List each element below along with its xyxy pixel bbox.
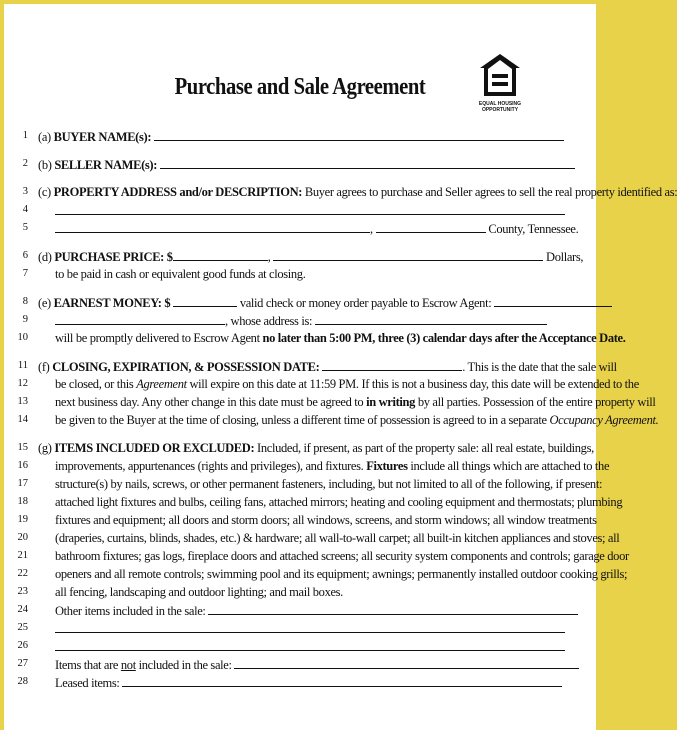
other-items-row: Other items included in the sale:	[55, 603, 568, 618]
line-number: 22	[17, 568, 28, 579]
earnest-money-row: (e) EARNEST MONEY: $ valid check or money order payable to Escrow Agent:	[38, 295, 568, 310]
closing-text-line: next business day. Any other change in this date must be agreed to in writing by all parties. Possession of the entire property will	[55, 395, 656, 409]
line-number: 23	[17, 586, 28, 597]
line-number: 6	[22, 250, 28, 261]
items-text-line: all fencing, landscaping and outdoor lighting; and mail boxes.	[55, 585, 343, 599]
line-number: 20	[17, 532, 28, 543]
document-title: Purchase and Sale Agreement	[174, 74, 426, 100]
items-text-line: (draperies, curtains, blinds, shades, etc.) & hardware; all wall-to-wall carpet; all built-in kitchen appliances and stoves; all	[55, 531, 620, 545]
purchase-price-terms: to be paid in cash or equivalent good funds at closing.	[55, 267, 306, 281]
property-address-field-1[interactable]	[55, 203, 565, 215]
line-number: 19	[17, 514, 28, 525]
excluded-items-row: Items that are not included in the sale:	[55, 657, 568, 672]
purchase-price-field[interactable]	[173, 249, 268, 261]
line-number: 7	[22, 268, 28, 279]
closing-date-field[interactable]	[322, 359, 462, 371]
line-number: 10	[17, 332, 28, 343]
closing-text-line: be given to the Buyer at the time of closing, unless a different time of possession is agreed to in a separate Occupancy Agreement.	[55, 413, 659, 427]
other-items-field-2[interactable]	[55, 621, 565, 633]
earnest-money-field[interactable]	[173, 295, 237, 307]
escrow-address-field[interactable]	[315, 313, 547, 325]
property-address-line	[55, 203, 568, 218]
escrow-agent-field-2[interactable]	[55, 313, 225, 325]
other-items-field[interactable]	[208, 603, 578, 615]
line-number: 17	[17, 478, 28, 489]
excluded-items-field[interactable]	[234, 657, 579, 669]
buyer-name-label: BUYER NAME(s):	[53, 130, 152, 144]
line-number: 2	[22, 158, 28, 169]
items-text-line: improvements, appurtenances (rights and privileges), and fixtures. Fixtures include all things which are attached to the	[55, 459, 610, 473]
line-number: 8	[22, 296, 28, 307]
line-number: 12	[17, 378, 28, 389]
items-included-row: (g) ITEMS INCLUDED OR EXCLUDED: Included, if present, as part of the property sale: all real estate, buildings,	[38, 441, 594, 455]
seller-name-label: SELLER NAME(s):	[54, 158, 158, 172]
line-number: 28	[17, 676, 28, 687]
property-address-label: PROPERTY ADDRESS and/or DESCRIPTION:	[53, 185, 303, 199]
property-county-row: , County, Tennessee.	[55, 221, 568, 236]
line-number: 25	[17, 622, 28, 633]
purchase-price-row: (d) PURCHASE PRICE: $ , Dollars,	[38, 250, 584, 264]
line-number: 15	[17, 442, 28, 453]
earnest-money-delivery: will be promptly delivered to Escrow Agent no later than 5:00 PM, three (3) calendar days after the Acceptance Date.	[55, 331, 626, 345]
line-number: 26	[17, 640, 28, 651]
items-included-label: ITEMS INCLUDED OR EXCLUDED:	[54, 441, 255, 455]
items-text-line: attached light fixtures and bulbs, ceiling fans, attached mirrors; heating and cooling equipment and thermostats; plumbing	[55, 495, 623, 509]
equal-housing-logo	[478, 52, 522, 98]
closing-text-line: be closed, or this Agreement will expire on this date at 11:59 PM. If this is not a business day, this date will be extended to the	[55, 377, 639, 391]
line-number: 21	[17, 550, 28, 561]
seller-name-field[interactable]	[160, 157, 575, 169]
other-items-line	[55, 639, 568, 654]
other-items-line	[55, 621, 568, 636]
leased-items-row: Leased items:	[55, 675, 568, 690]
items-text-line: fixtures and equipment; all doors and storm doors; all windows, screens, and storm windows; all window treatments	[55, 513, 597, 527]
other-items-field-3[interactable]	[55, 639, 565, 651]
items-text-line: bathroom fixtures; gas logs, fireplace doors and attached screens; all security system components and controls; garage door	[55, 549, 629, 563]
line-number: 14	[17, 414, 28, 425]
line-number: 9	[22, 314, 28, 325]
buyer-name-field[interactable]	[154, 129, 564, 141]
property-address-row: (c) PROPERTY ADDRESS and/or DESCRIPTION: Buyer agrees to purchase and Seller agrees to sell the real property identified as:	[38, 185, 677, 199]
equal-housing-caption: EQUAL HOUSING OPPORTUNITY	[478, 101, 522, 113]
buyer-name-row: (a) BUYER NAME(s):	[38, 129, 568, 144]
line-number: 5	[22, 222, 28, 233]
line-number: 16	[17, 460, 28, 471]
line-number: 1	[22, 130, 28, 141]
closing-date-label: CLOSING, EXPIRATION, & POSSESSION DATE:	[52, 360, 320, 374]
purchase-price-label: PURCHASE PRICE: $	[54, 250, 173, 264]
property-address-field-2[interactable]	[55, 221, 370, 233]
line-number: 11	[17, 360, 28, 371]
line-number: 13	[17, 396, 28, 407]
leased-items-field[interactable]	[122, 675, 562, 687]
county-field[interactable]	[376, 221, 486, 233]
items-text-line: structure(s) by nails, screws, or other permanent fasteners, including, but not limited to all of the following, if present:	[55, 477, 603, 491]
line-number: 27	[17, 658, 28, 669]
escrow-address-row: , whose address is:	[55, 313, 568, 328]
seller-name-row: (b) SELLER NAME(s):	[38, 157, 568, 172]
earnest-money-label: EARNEST MONEY: $	[53, 296, 171, 310]
line-number: 24	[17, 604, 28, 615]
line-number: 3	[22, 186, 28, 197]
escrow-agent-field[interactable]	[494, 295, 612, 307]
items-text-line: openers and all remote controls; swimming pool and its equipment; awnings; permanently installed outdoor cooking grills;	[55, 567, 628, 581]
line-number: 18	[17, 496, 28, 507]
purchase-price-words-field[interactable]	[273, 249, 543, 261]
line-number: 4	[22, 204, 28, 215]
closing-date-row: (f) CLOSING, EXPIRATION, & POSSESSION DATE: . This is the date that the sale will	[38, 360, 617, 374]
